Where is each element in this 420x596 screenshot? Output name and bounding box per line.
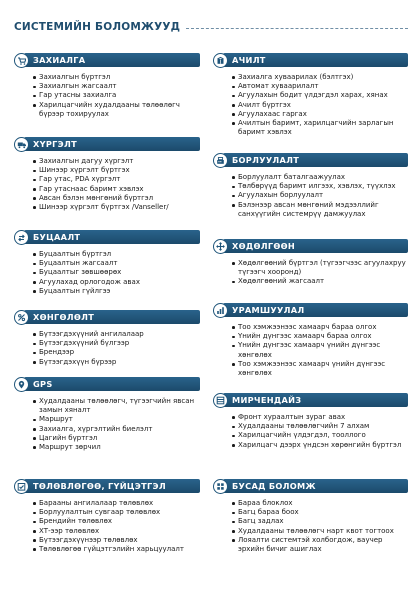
feature-list	[213, 499, 408, 554]
list-item: Багц бараа боох	[233, 508, 408, 517]
list-item: Захиалга, хүргэлтийн биелэлт	[34, 425, 200, 434]
list-item: Шинээр хүргэлт бүртгэх /Vanseller/	[34, 203, 200, 212]
feature-list	[14, 330, 200, 367]
section-title: ХҮРГЭЛТ	[33, 139, 77, 149]
list-item: Худалдааны төлөөлөгч, түгээгчийн явсан замын хяналт	[34, 397, 200, 415]
list-item: Бүтээгдэхүүний бүлгээр	[34, 339, 200, 348]
list-item: ХТ-ээр төлөвлөх	[34, 527, 200, 536]
cart-icon	[14, 53, 29, 68]
section-title: ХӨНГӨЛӨЛТ	[33, 312, 95, 322]
left-section-5	[14, 376, 200, 452]
section-title: УРАМШУУЛАЛ	[232, 305, 305, 315]
list-item: Ачилт бүртгэх	[233, 101, 408, 110]
list-item: Барааны ангилалаар төлөвлөх	[34, 499, 200, 508]
truck-icon	[14, 137, 29, 152]
list-item: Маршрут	[34, 415, 200, 424]
section-title: ЗАХИАЛГА	[33, 55, 86, 65]
right-section-3	[213, 238, 408, 287]
left-section-3	[14, 229, 200, 296]
list-item: Борлуулалтын сувгаар төлөвлөх	[34, 508, 200, 517]
section-header	[14, 229, 200, 245]
list-item: Захиалгын жагсаалт	[34, 82, 200, 91]
section-header	[14, 376, 200, 392]
move-icon	[213, 239, 228, 254]
list-item: Бүтээгдэхүүн бүрээр	[34, 358, 200, 367]
page-title	[14, 21, 408, 33]
title-divider	[186, 28, 408, 29]
right-section-2	[213, 152, 408, 219]
left-section-1	[14, 52, 200, 119]
list-item: Бараа блоклох	[233, 499, 408, 508]
list-item: Харилцагчийн худалдааны төлөөлөгч бүрээр тохируулах	[34, 101, 200, 119]
feature-list	[213, 173, 408, 219]
feature-list	[14, 250, 200, 296]
right-section-6	[213, 478, 408, 554]
list-item: Бэлэнээр авсан мөнгөний мэдээллийг санхүүгийн системрүү дамжуулах	[233, 201, 408, 219]
chart-bars-icon	[213, 303, 228, 318]
list-item: Бүтээгдэхүүнээр төлөвлөх	[34, 536, 200, 545]
section-header	[14, 136, 200, 152]
list-item: Төлбөрүүд баримт илгээх, хэвлэх, түүхлэх	[233, 182, 408, 191]
list-item: Бүтээгдэхүүний ангилалаар	[34, 330, 200, 339]
section-title: БУЦААЛТ	[33, 232, 81, 242]
list-item: Агуулахад орлогодож авах	[34, 278, 200, 287]
list-item: Автомат хуваарилалт	[233, 82, 408, 91]
list-item: Үнийн дүнгээс хамаарч бараа олгох	[233, 332, 408, 341]
list-item: Буцаалтыг зөвшөөрөх	[34, 268, 200, 277]
page-title-text: СИСТЕМИЙН БОЛОМЖУУД	[14, 21, 181, 33]
section-header	[213, 152, 408, 168]
list-item: Ачилтын баримт, харилцагчийн зарлагын баримт хэвлэх	[233, 119, 408, 137]
feature-list	[213, 259, 408, 287]
right-section-5	[213, 392, 408, 450]
location-pin-icon	[14, 377, 29, 392]
section-header	[14, 52, 200, 68]
left-section-2	[14, 136, 200, 212]
plan-icon	[14, 479, 29, 494]
percent-icon	[14, 310, 29, 325]
section-title: ХӨДӨЛГӨӨН	[232, 241, 296, 251]
list-item: Буцаалтын жагсаалт	[34, 259, 200, 268]
list-item: Захиалгын дагуу хүргэлт	[34, 157, 200, 166]
options-icon	[213, 479, 228, 494]
list-item: Авсан бэлэн мөнгөний бүртгэл	[34, 194, 200, 203]
list-item: Худалдааны төлөөлөгчийн 7 алхам	[233, 422, 408, 431]
right-section-1	[213, 52, 408, 137]
list-item: Үнийн дүнгээс хамаарч үнийн дүнгээс хөнгөлөх	[233, 341, 408, 359]
list-item: Агуулахын бодит үлдэгдэл харах, хянах	[233, 91, 408, 100]
list-item: Харилцагчийн үлдэгдэл, тооллого	[233, 431, 408, 440]
list-item: Гар утасны захиалга	[34, 91, 200, 100]
section-header	[213, 478, 408, 494]
section-header	[213, 52, 408, 68]
list-item: Буцаалтын гүйлгээ	[34, 287, 200, 296]
list-item: Тоо хэмжээнээс хамаарч үнийн дүнгээс хөнгөлөх	[233, 360, 408, 378]
list-item: Фронт хураалтын зураг авах	[233, 413, 408, 422]
list-item: Агуулахын борлуулалт	[233, 191, 408, 200]
section-title: GPS	[33, 379, 53, 389]
section-header	[213, 302, 408, 318]
section-header	[14, 478, 200, 494]
feature-list	[213, 73, 408, 137]
loading-box-icon	[213, 53, 228, 68]
section-header	[213, 238, 408, 254]
feature-list	[14, 397, 200, 452]
section-title: БУСАД БОЛОМЖ	[232, 481, 316, 491]
list-item: Лояалти системтэй холбогдож, ваучер эрхийн бичиг ашиглах	[233, 536, 408, 554]
section-header	[213, 392, 408, 408]
list-item: Захиалга хуваарилах (бэлтгэх)	[233, 73, 408, 82]
list-item: Маршрут зөрчил	[34, 443, 200, 452]
list-item: Хөдөлгөөний жагсаалт	[233, 277, 408, 286]
section-title: БОРЛУУЛАЛТ	[232, 155, 300, 165]
list-item: Брендийн төлөвлөх	[34, 517, 200, 526]
list-item: Борлуулалт баталгаажуулах	[233, 173, 408, 182]
list-item: Захиалгын бүртгэл	[34, 73, 200, 82]
store-display-icon	[213, 393, 228, 408]
feature-list	[213, 413, 408, 450]
list-item: Гар утаснаас баримт хэвлэх	[34, 185, 200, 194]
left-section-6	[14, 478, 200, 554]
list-item: Цагийн бүртгэл	[34, 434, 200, 443]
register-icon	[213, 153, 228, 168]
list-item: Буцаалтын бүртгэл	[34, 250, 200, 259]
feature-list	[213, 323, 408, 378]
list-item: Хөдөлгөөний бүртгэл (түгээгчээс агуулахруу түгээгч хооронд)	[233, 259, 408, 277]
list-item: Тоо хэмжээнээс хамаарч бараа олгох	[233, 323, 408, 332]
list-item: Брендээр	[34, 348, 200, 357]
list-item: Төлөвлөгөө гүйцэтгэлийн харьцуулалт	[34, 545, 200, 554]
list-item: Шинээр хүргэлт бүртгэх	[34, 166, 200, 175]
right-section-4	[213, 302, 408, 378]
section-title: ТӨЛӨВЛӨГӨӨ, ГҮЙЦЭТГЭЛ	[33, 481, 166, 491]
list-item: Багц задлах	[233, 517, 408, 526]
feature-list	[14, 73, 200, 119]
list-item: Агуулахаас гаргах	[233, 110, 408, 119]
section-title: МИРЧЕНДАЙЗ	[232, 395, 302, 405]
list-item: Гар утас, PDA хүргэлт	[34, 175, 200, 184]
list-item: Харилцагч дээрх үндсэн хөрөнгийн бүртгэл	[233, 441, 408, 450]
feature-list	[14, 157, 200, 212]
section-title: АЧИЛТ	[232, 55, 266, 65]
list-item: Худалдааны төлөөлөгч нарт квот тогтоох	[233, 527, 408, 536]
feature-list	[14, 499, 200, 554]
left-section-4	[14, 309, 200, 367]
section-header	[14, 309, 200, 325]
return-arrows-icon	[14, 230, 29, 245]
